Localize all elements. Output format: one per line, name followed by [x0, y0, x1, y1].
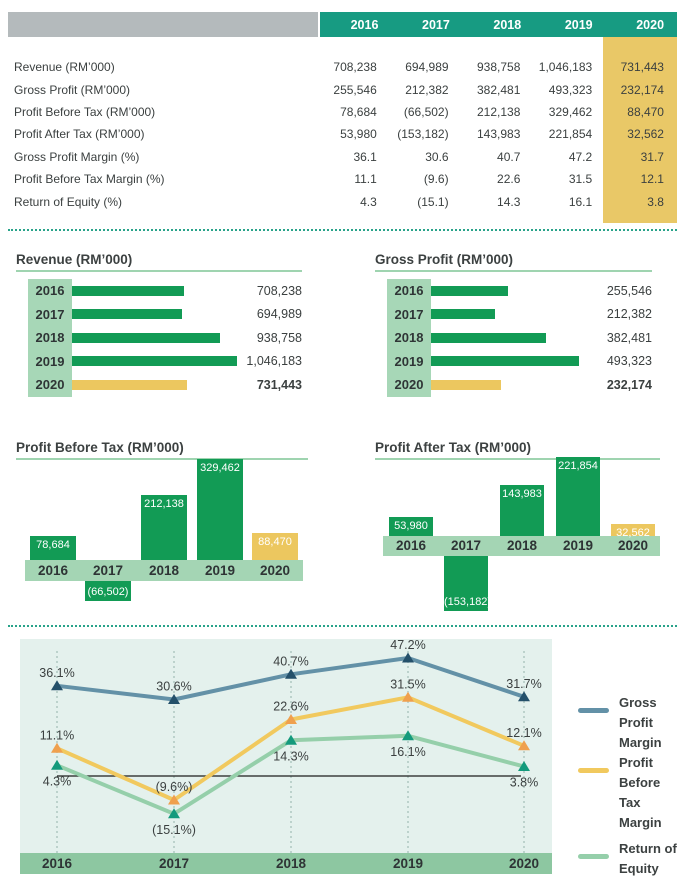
cell-value: 78,684	[340, 104, 377, 119]
year-header-cell: 2018	[493, 17, 522, 32]
year-label: 2017	[450, 538, 482, 553]
legend-item-profit-before-tax-margin	[578, 753, 684, 833]
year-label: 2019	[562, 538, 594, 553]
bar	[431, 333, 546, 343]
cell-value: 31.5	[568, 172, 593, 187]
cell-value: 382,481	[477, 82, 521, 97]
bar-row	[28, 279, 302, 303]
data-point-label: 4.3%	[42, 774, 72, 789]
title-underline	[375, 270, 652, 272]
table-row	[8, 78, 677, 100]
table-year-header	[320, 12, 677, 37]
year-label: 2016	[28, 279, 72, 303]
table-header-label-spacer	[8, 12, 318, 37]
cell-value: 36.1	[353, 149, 377, 164]
year-label: 2016	[387, 279, 431, 303]
chart-body	[28, 279, 302, 397]
value-label: 1,046,183	[246, 354, 302, 369]
bar-value-label: 53,980	[394, 520, 428, 532]
cell-value: 329,462	[548, 104, 593, 119]
bar	[72, 286, 184, 296]
bar-row	[387, 303, 652, 327]
year-label: 2017	[158, 856, 190, 871]
cell-value: 493,323	[548, 82, 593, 97]
triangle-marker-icon	[51, 743, 63, 753]
cell-value: 47.2	[568, 149, 593, 164]
legend-label-line: Tax Margin	[619, 795, 662, 830]
cell-value: 708,238	[333, 60, 377, 75]
legend-label-line: Gross Profit	[619, 695, 657, 730]
chart-title: Revenue (RM’000)	[16, 252, 133, 267]
data-point-label: 3.8%	[509, 775, 539, 790]
revenue-bar-chart	[16, 252, 302, 397]
table-row	[8, 168, 677, 190]
value-label: 212,382	[606, 307, 652, 322]
bar-row	[387, 373, 652, 397]
year-header-cell: 2020	[636, 17, 665, 32]
cell-value: 232,174	[620, 82, 664, 97]
five-year-summary-table	[8, 12, 677, 213]
legend-swatch-icon	[578, 768, 609, 773]
data-point-label: (15.1%)	[152, 822, 196, 837]
profit-before-tax-bar-chart	[16, 440, 308, 635]
bar-value-label: 78,684	[36, 539, 70, 551]
legend-label-line: Profit Before	[619, 755, 661, 790]
data-point-label: 40.7%	[273, 654, 309, 669]
cell-value: (66,502)	[403, 104, 449, 119]
cell-value: 30.6	[425, 149, 449, 164]
bar-value-label: (66,502)	[87, 586, 129, 598]
bar-row	[28, 373, 302, 397]
bar	[72, 380, 187, 390]
year-label: 2020	[387, 373, 431, 397]
data-point-label: 22.6%	[273, 699, 309, 714]
year-label: 2020	[617, 538, 649, 553]
data-point-label: 47.2%	[390, 639, 426, 652]
value-label: 382,481	[606, 330, 652, 345]
bar-row	[28, 303, 302, 327]
bar	[431, 286, 508, 296]
cell-value: 31.7	[640, 149, 664, 164]
row-label: Return of Equity (%)	[14, 194, 123, 209]
bar	[72, 333, 220, 343]
value-label: 232,174	[606, 377, 652, 392]
cell-value: 40.7	[497, 149, 521, 164]
year-label: 2019	[28, 350, 72, 374]
title-underline	[16, 270, 302, 272]
data-point-label: 14.3%	[273, 749, 309, 764]
bar	[389, 517, 433, 536]
year-label: 2020	[259, 563, 291, 578]
value-label: 731,443	[256, 377, 302, 392]
cell-value: 4.3	[360, 194, 377, 209]
year-label: 2016	[37, 563, 69, 578]
year-label: 2020	[508, 856, 540, 871]
bar	[444, 556, 492, 611]
legend-item-return-of-equity	[578, 839, 684, 879]
chart-body	[375, 460, 660, 635]
year-label: 2018	[148, 563, 180, 578]
margins-line-chart	[20, 639, 552, 853]
chart-legend	[578, 639, 684, 879]
cell-value: 938,758	[477, 60, 521, 75]
table-row	[8, 101, 677, 123]
cell-value: 212,138	[477, 104, 521, 119]
cell-value: 731,443	[620, 60, 664, 75]
dotted-separator	[8, 625, 677, 627]
row-label: Gross Profit (RM’000)	[14, 82, 131, 97]
year-label: 2016	[41, 856, 73, 871]
cell-value: 14.3	[497, 194, 521, 209]
data-point-label: 31.7%	[506, 676, 542, 691]
year-header-cell: 2019	[564, 17, 593, 32]
data-point-label: 11.1%	[39, 728, 75, 743]
legend-swatch-icon	[578, 854, 609, 859]
year-label: 2017	[92, 563, 124, 578]
legend-label	[619, 753, 684, 833]
data-point-label: (9.6%)	[155, 780, 193, 794]
year-label: 2018	[387, 326, 431, 350]
line-chart-year-axis	[20, 853, 552, 874]
cell-value: 3.8	[647, 194, 664, 209]
year-label: 2018	[506, 538, 538, 553]
legend-label	[619, 839, 677, 879]
year-header-cell: 2017	[422, 17, 450, 32]
cell-value: 255,546	[333, 82, 377, 97]
value-label: 708,238	[256, 283, 302, 298]
legend-swatch-icon	[578, 708, 609, 713]
data-point-label: 12.1%	[506, 725, 542, 740]
bar-value-label: 88,470	[258, 536, 292, 548]
table-body	[8, 37, 677, 213]
bar-row	[387, 326, 652, 350]
cell-value: (9.6)	[423, 172, 449, 187]
table-row	[8, 146, 677, 168]
row-label: Profit Before Tax Margin (%)	[14, 172, 165, 187]
bar-row	[387, 279, 652, 303]
bar	[252, 533, 298, 560]
cell-value: 221,854	[548, 127, 593, 142]
row-label: Gross Profit Margin (%)	[14, 149, 140, 164]
legend-label	[619, 693, 684, 753]
cell-value: 53,980	[340, 127, 377, 142]
table-row	[8, 123, 677, 145]
table-row	[8, 56, 677, 78]
year-label: 2016	[395, 538, 427, 553]
bar	[72, 309, 182, 319]
cell-value: 16.1	[568, 194, 593, 209]
bar	[30, 536, 76, 560]
year-label: 2018	[275, 856, 307, 871]
triangle-marker-icon	[51, 760, 63, 770]
row-label: Profit After Tax (RM’000)	[14, 127, 145, 142]
chart-body	[16, 460, 308, 635]
value-label: 493,323	[606, 354, 652, 369]
bar-row	[28, 326, 302, 350]
table-row	[8, 190, 677, 212]
bar	[500, 485, 544, 536]
bar-value-label: 32,562	[616, 527, 650, 539]
cell-value: 143,983	[477, 127, 521, 142]
cell-value: 11.1	[354, 172, 377, 187]
year-label: 2018	[28, 326, 72, 350]
year-label: 2019	[387, 350, 431, 374]
table-header-row	[8, 12, 677, 37]
chart-body	[387, 279, 652, 397]
cell-value: 88,470	[627, 104, 664, 119]
year-label: 2017	[28, 303, 72, 327]
year-label: 2019	[392, 856, 424, 871]
data-point-label: 16.1%	[390, 744, 426, 759]
chart-title: Profit Before Tax (RM’000)	[16, 440, 184, 455]
cell-value: (15.1)	[417, 194, 449, 209]
legend-item-gross-profit-margin	[578, 693, 684, 753]
cell-value: 212,382	[405, 82, 449, 97]
bar	[85, 581, 131, 601]
data-point-label: 30.6%	[156, 679, 192, 694]
gross-profit-bar-chart	[375, 252, 652, 397]
dotted-separator	[8, 229, 677, 231]
bar-value-label: 212,138	[144, 498, 184, 510]
data-point-label: 36.1%	[39, 665, 75, 680]
cell-value: 32,562	[627, 127, 664, 142]
cell-value: 694,989	[405, 60, 449, 75]
year-label: 2017	[387, 303, 431, 327]
cell-value: 12.1	[640, 172, 664, 187]
bar	[141, 495, 187, 560]
legend-label-line: Equity	[619, 861, 659, 876]
cell-value: (153,182)	[397, 127, 449, 142]
year-label: 2020	[28, 373, 72, 397]
bar-value-label: (153,182)	[444, 596, 492, 608]
bar	[197, 459, 243, 560]
bar	[611, 524, 655, 539]
bar-value-label: 221,854	[558, 460, 598, 472]
value-label: 255,546	[606, 283, 652, 298]
cell-value: 1,046,183	[538, 60, 593, 75]
bar-value-label: 143,983	[502, 488, 542, 500]
bar	[431, 309, 495, 319]
legend-label-line: Return of	[619, 841, 677, 856]
value-label: 938,758	[256, 330, 302, 345]
cell-value: 22.6	[497, 172, 521, 187]
bar-row	[387, 350, 652, 374]
row-label: Profit Before Tax (RM’000)	[14, 104, 156, 119]
year-header-cell: 2016	[350, 17, 379, 32]
legend-label-line: Margin	[619, 735, 662, 750]
value-label: 694,989	[256, 307, 302, 322]
bar	[431, 380, 501, 390]
line-chart-svg	[20, 639, 552, 853]
bar-value-label: 329,462	[200, 462, 240, 474]
data-point-label: 31.5%	[390, 677, 426, 692]
bar	[556, 457, 600, 536]
chart-title: Profit After Tax (RM’000)	[375, 440, 532, 455]
row-label: Revenue (RM’000)	[14, 60, 115, 75]
profit-after-tax-bar-chart	[375, 440, 660, 635]
bar-row	[28, 350, 302, 374]
chart-title: Gross Profit (RM’000)	[375, 252, 514, 267]
year-label: 2019	[204, 563, 236, 578]
